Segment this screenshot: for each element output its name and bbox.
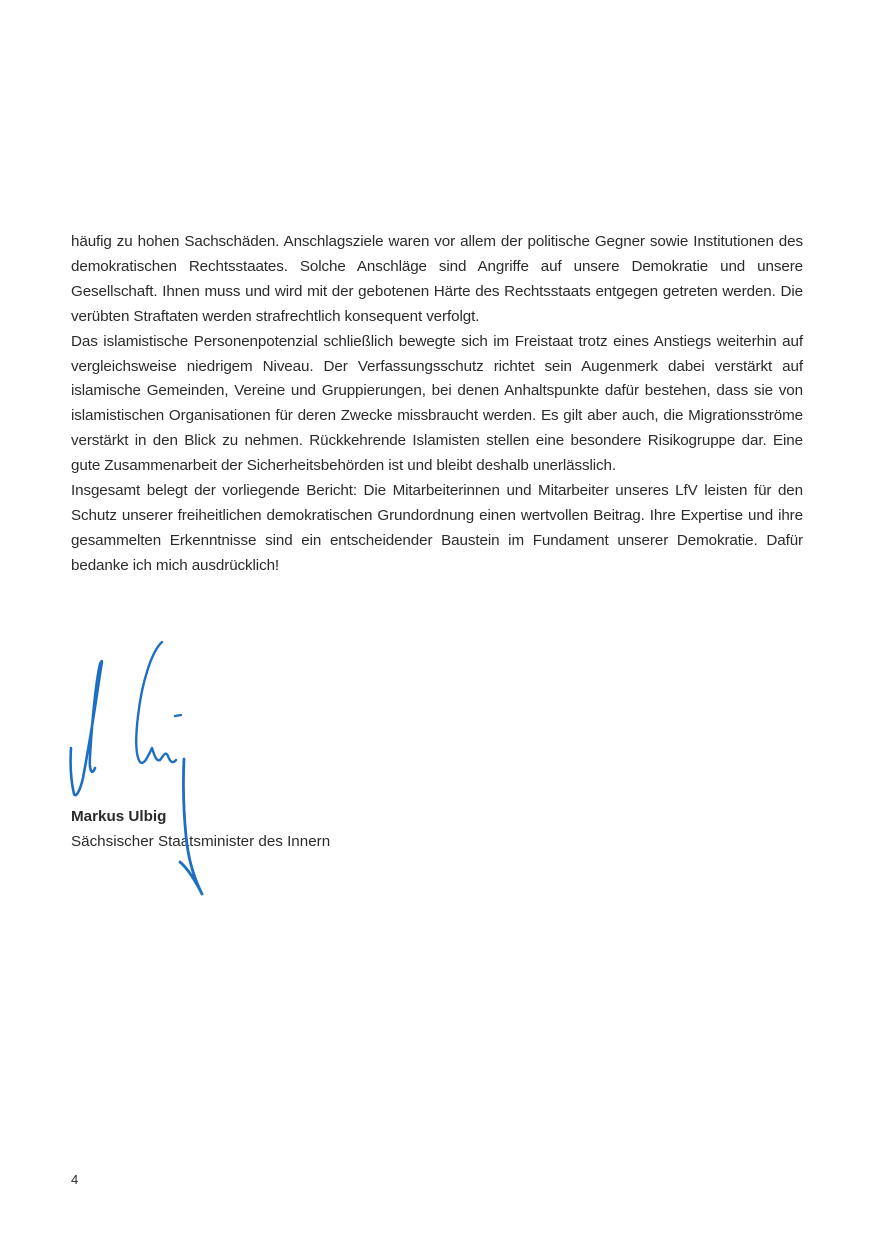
handwritten-signature [62, 636, 222, 901]
paragraph-2: Das islamistische Personenpotenzial schließlich bewegte sich im Freistaat trotz eines Anstiegs weiterhin auf vergleichsweise niedrigem Niveau. Der Verfassungsschutz richtet sein Augenmerk dabei verstärkt auf islamische Gemeinden, Vereine und Gruppierungen, bei denen Anhaltspunkte dafür bestehen, dass sie von islamistischen Organisationen für deren Zwecke missbraucht werden. Es gilt aber auch, die Migrationsströme verstärkt in den Blick zu nehmen. Rückkehrende Islamisten stellen eine besondere Risikogruppe dar. Eine gute Zusammenarbeit der Sicherheitsbehörden ist und bleibt deshalb unerlässlich. [71, 332, 803, 475]
paragraph-1: häufig zu hohen Sachschäden. Anschlagsziele waren vor allem der politische Gegner sowie Institutionen des demokratischen Rechtsstaates. Solche Anschläge sind Angriffe auf unsere Demokratie und unsere Gesellschaft. Ihnen muss und wird mit der gebotenen Härte des Rechtsstaats entgegen getreten werden. Die verübten Straftaten werden strafrechtlich konsequent verfolgt. [71, 233, 803, 325]
signer-name: Markus Ulbig [71, 808, 167, 825]
page-number: 4 [71, 1172, 79, 1187]
paragraph-3: Insgesamt belegt der vorliegende Bericht: Die Mitarbeiterinnen und Mitarbeiter unseres LfV leisten für den Schutz unserer freiheitlichen demokratischen Grundordnung einen wertvollen Beitrag. Ihre Expertise und ihre gesammelten Erkenntnisse sind ein entscheidender Baustein im Fundament unserer Demokratie. Dafür bedanke ich mich ausdrücklich! [71, 482, 803, 574]
signature-stroke-second-letter [136, 642, 176, 763]
signer-block [71, 804, 330, 854]
body-text [71, 230, 803, 579]
signer-role: Sächsischer Staatsminister des Innern [71, 833, 331, 850]
signature-stroke-dot [175, 715, 181, 716]
signature-stroke-first-letter [71, 661, 102, 795]
